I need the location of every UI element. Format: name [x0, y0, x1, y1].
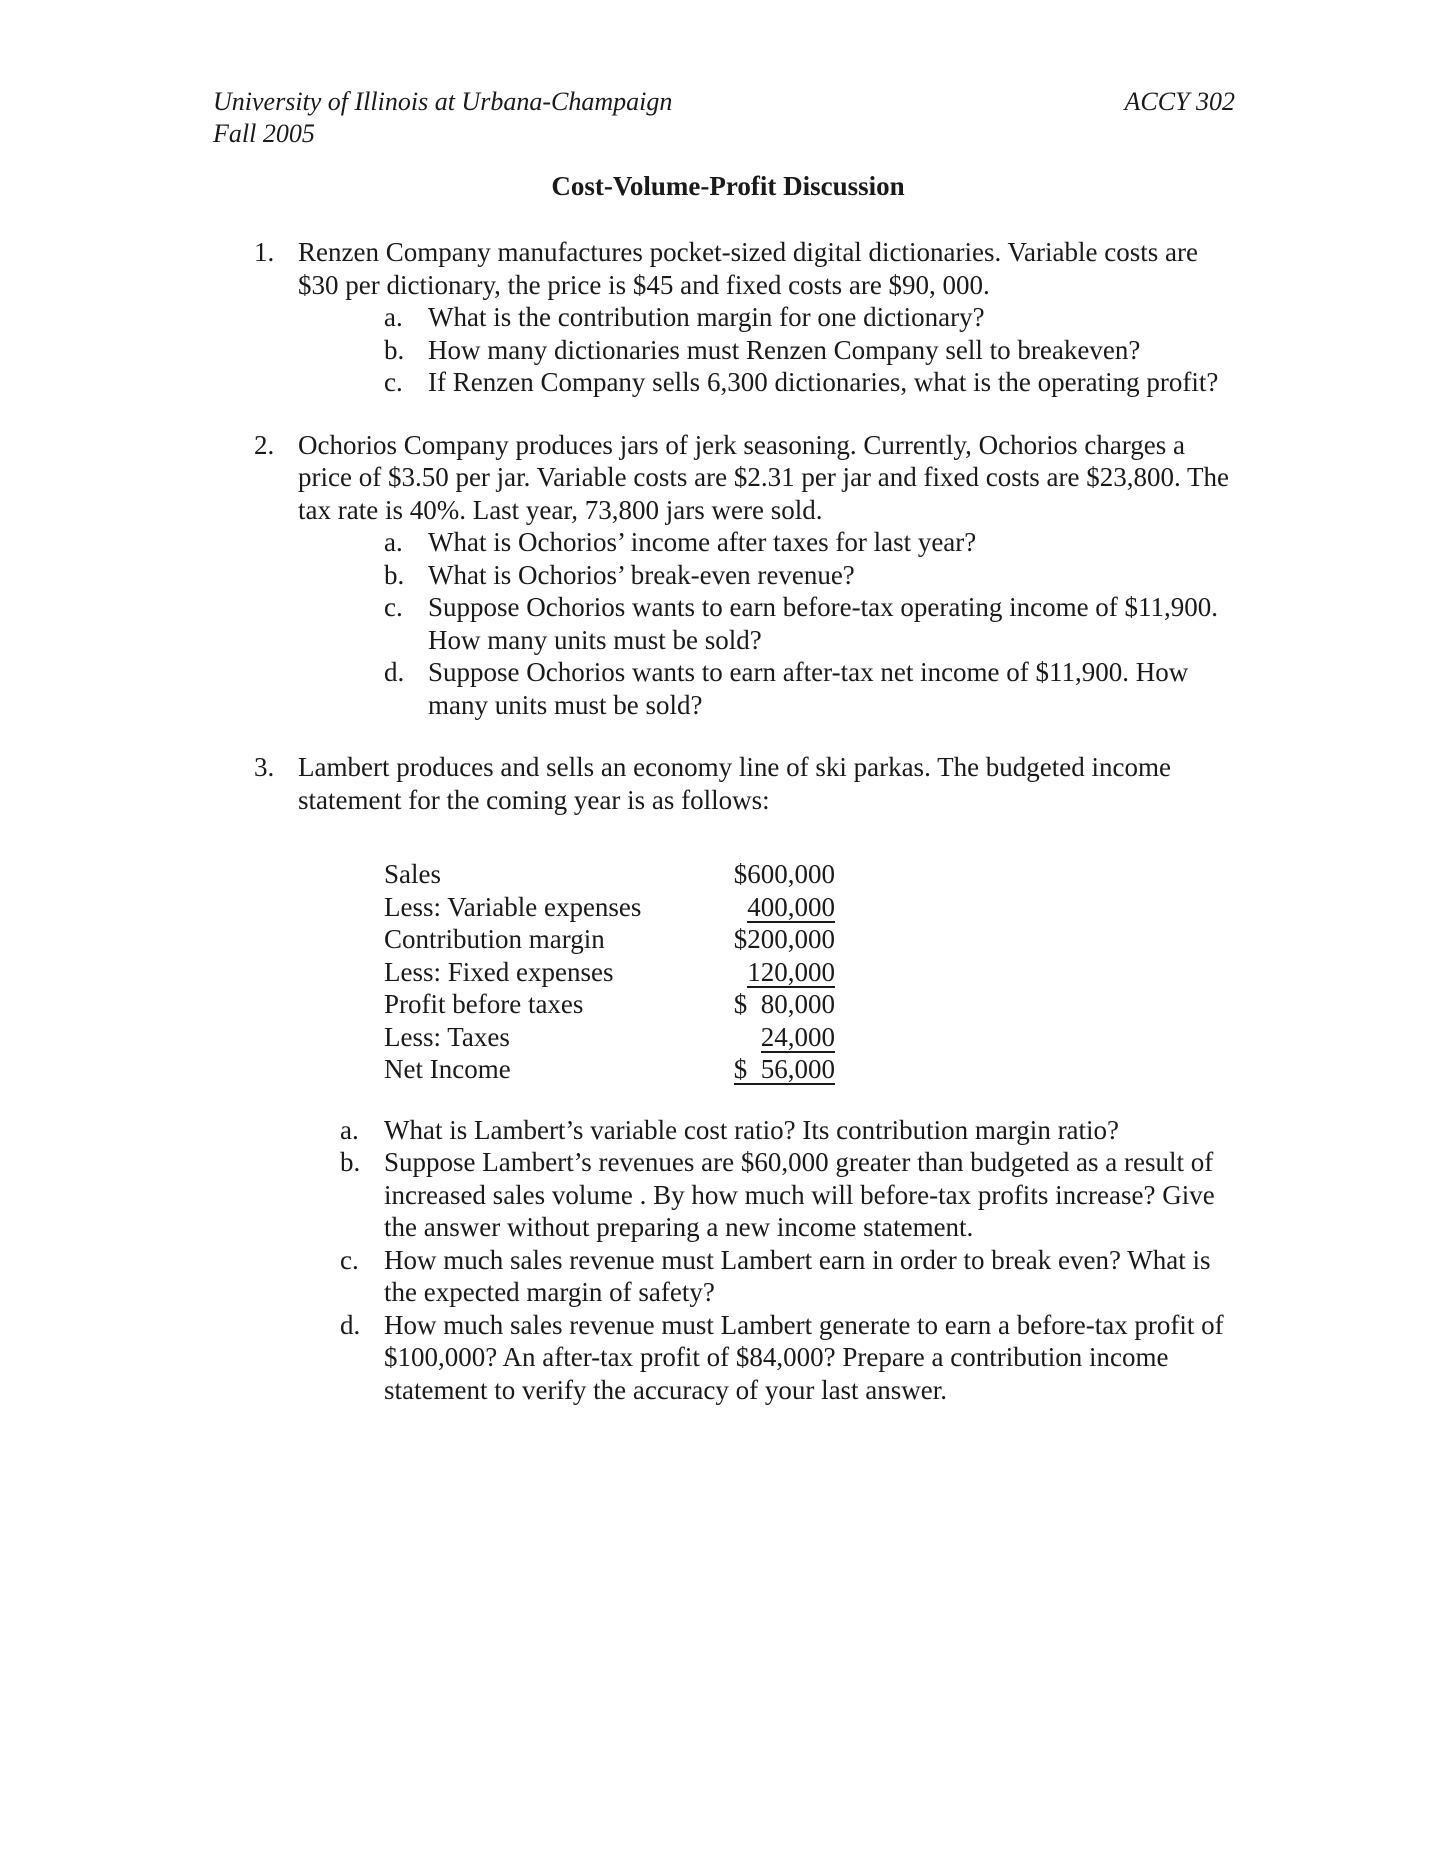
part-label: b. [384, 559, 405, 590]
part-text: Suppose Ochorios wants to earn before-tax operating income of $11,900. How many units must be sold? [428, 592, 1219, 655]
question-number: 2. [254, 429, 275, 460]
question-1 [254, 236, 1234, 399]
part-label: c. [340, 1244, 359, 1275]
question-text: Renzen Company manufactures pocket-sized digital dictionaries. Variable costs are $30 per dictionary, the price is $45 and fixed costs are $90, 000. [298, 237, 1198, 300]
row-label: Sales [384, 859, 441, 889]
question-part [384, 526, 1234, 559]
question-part [384, 656, 1234, 721]
row-label: Less: Variable expenses [384, 891, 642, 922]
question-3 [254, 751, 1234, 1406]
question-2 [254, 429, 1234, 722]
part-label: a. [384, 527, 403, 557]
row-amount: $ 56,000 [733, 1054, 835, 1084]
question-parts [298, 1114, 1234, 1407]
part-text: How many dictionaries must Renzen Company sell to breakeven? [428, 334, 1141, 365]
part-label: d. [340, 1309, 361, 1340]
question-parts [298, 301, 1234, 399]
row-label: Net Income [384, 1054, 511, 1084]
row-label: Profit before taxes [384, 989, 584, 1019]
part-label: b. [340, 1147, 361, 1177]
table-row [384, 923, 835, 956]
table-row [384, 1021, 835, 1054]
row-amount: 400,000 [747, 891, 835, 922]
row-label: Less: Fixed expenses [384, 956, 614, 987]
question-part [340, 1244, 1234, 1309]
question-parts [298, 526, 1234, 721]
university-name: University of Illinois at Urbana-Champaign [213, 87, 673, 116]
question-part [384, 334, 1234, 367]
part-text: Suppose Lambert’s revenues are $60,000 greater than budgeted as a result of increased sales volume . By how much will before-tax profits increase? Give the answer without preparing a new income statement. [384, 1147, 1215, 1242]
question-text: Lambert produces and sells an economy line of ski parkas. The budgeted income statement for the coming year is as follows: [298, 752, 1171, 815]
part-label: c. [384, 592, 403, 622]
table-row [384, 988, 835, 1021]
part-text: What is Lambert’s variable cost ratio? Its contribution margin ratio? [384, 1114, 1120, 1145]
table-row [384, 891, 835, 924]
row-amount: $600,000 [733, 859, 835, 889]
question-part [340, 1146, 1234, 1244]
question-text: Ochorios Company produces jars of jerk seasoning. Currently, Ochorios charges a price of $3.50 per jar. Variable costs are $2.31 per jar and fixed costs are $23,800. The tax rate is 40%. Last year, 73,800 jars were sold. [298, 429, 1229, 525]
row-label: Less: Taxes [384, 1021, 510, 1052]
part-text: How much sales revenue must Lambert generate to earn a before-tax profit of $100,000? An after-tax profit of $84,000? Prepare a contribution income statement to verify the accuracy of your last answer. [384, 1309, 1224, 1405]
table-row [384, 1053, 835, 1086]
question-part [384, 559, 1234, 592]
part-label: c. [384, 367, 403, 397]
income-statement-table [384, 858, 835, 1086]
question-list [254, 236, 1234, 1436]
question-number: 1. [254, 237, 275, 267]
part-text: What is Ochorios’ break-even revenue? [428, 559, 855, 590]
part-label: d. [384, 657, 405, 687]
part-text: Suppose Ochorios wants to earn after-tax net income of $11,900. How many units must be sold? [428, 657, 1189, 720]
part-label: a. [340, 1114, 359, 1145]
part-text: If Renzen Company sells 6,300 dictionaries, what is the operating profit? [428, 367, 1219, 397]
course-code: ACCY 302 [1124, 87, 1235, 116]
row-label: Contribution margin [384, 924, 605, 954]
header-left [213, 86, 672, 150]
table-row [384, 956, 835, 989]
question-part [340, 1309, 1234, 1407]
part-text: What is the contribution margin for one dictionary? [428, 302, 985, 332]
question-part [384, 366, 1234, 399]
part-label: a. [384, 302, 403, 332]
table-row [384, 858, 835, 891]
part-text: What is Ochorios’ income after taxes for last year? [428, 527, 977, 557]
document-title: Cost-Volume-Profit Discussion [551, 171, 905, 201]
part-text: How much sales revenue must Lambert earn in order to break even? What is the expected margin of safety? [384, 1244, 1211, 1307]
row-amount: $ 80,000 [733, 989, 835, 1019]
row-amount: 24,000 [760, 1021, 835, 1052]
row-amount: $200,000 [733, 924, 835, 954]
question-part [384, 301, 1234, 334]
question-part [384, 591, 1234, 656]
question-number: 3. [254, 752, 275, 782]
row-amount: 120,000 [747, 956, 835, 987]
part-label: b. [384, 334, 405, 365]
term: Fall 2005 [213, 119, 315, 148]
question-part [340, 1114, 1234, 1147]
